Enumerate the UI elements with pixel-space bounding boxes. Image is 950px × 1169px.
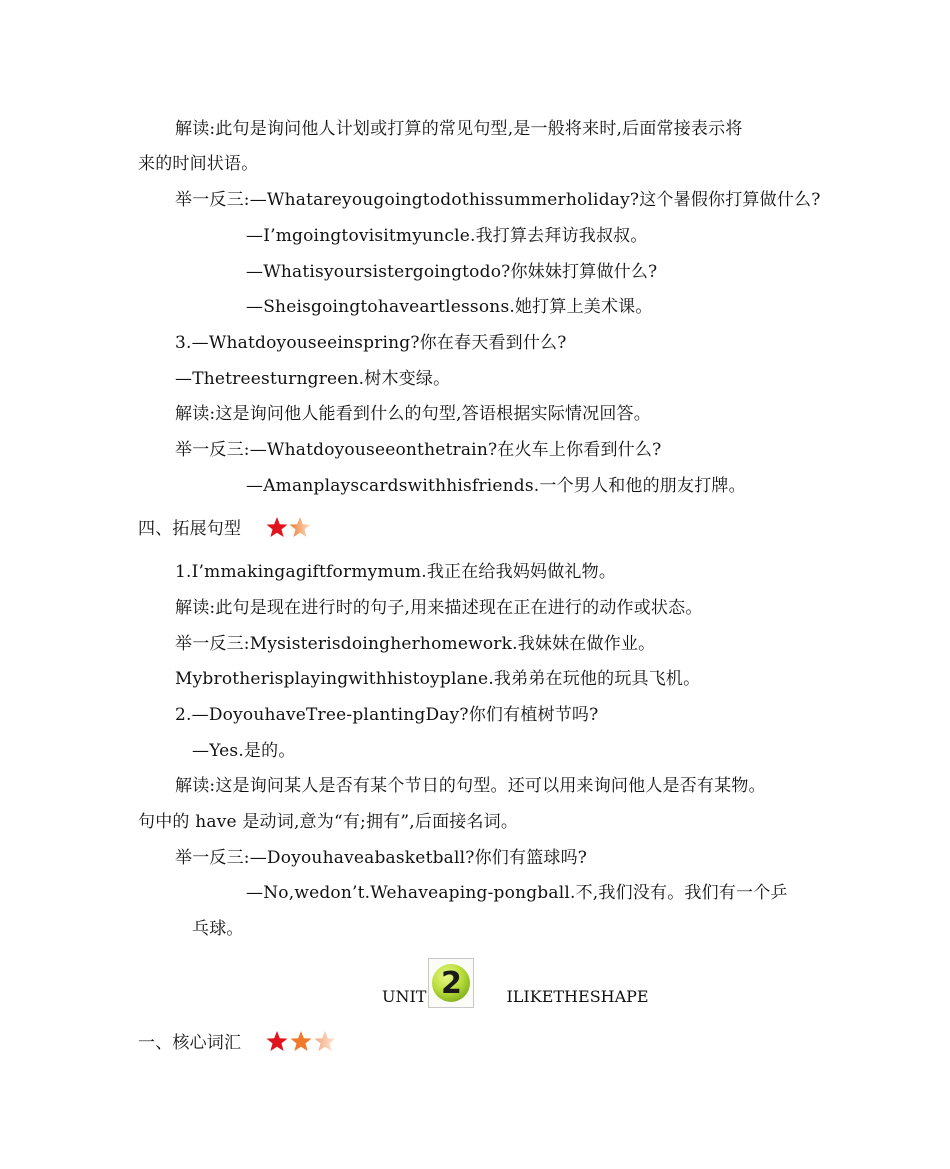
text-line: —Whatisyoursistergoingtodo?你妹妹打算做什么? bbox=[246, 262, 658, 282]
unit-name: ILIKETHESHAPE bbox=[506, 987, 649, 1006]
text-line: —Yes.是的。 bbox=[192, 741, 296, 761]
unit-number-badge-icon bbox=[428, 958, 474, 1008]
star-icon bbox=[267, 1031, 288, 1051]
section-heading-core-vocabulary: 一、核心词汇 bbox=[138, 1033, 242, 1053]
text-line: 2.—DoyouhaveTree-plantingDay?你们有植树节吗? bbox=[175, 705, 599, 725]
text-line: —Sheisgoingtohaveartlessons.她打算上美术课。 bbox=[246, 297, 653, 317]
text-line: 举一反三:—Whatdoyouseeonthetrain?在火车上你看到什么? bbox=[175, 440, 662, 460]
star-rating-icon bbox=[266, 516, 316, 540]
text-line: 1.I’mmakingagiftformymum.我正在给我妈妈做礼物。 bbox=[175, 562, 617, 582]
text-line: 举一反三:—Whatareyougoingtodothissummerholiday?这个暑假你打算做什么? bbox=[175, 190, 821, 210]
unit-number: 2 bbox=[432, 964, 470, 1002]
text-line: 举一反三:—Doyouhaveabasketball?你们有篮球吗? bbox=[175, 848, 588, 868]
text-line: Mybrotherisplayingwithhistoyplane.我弟弟在玩他的玩具飞机。 bbox=[175, 669, 701, 689]
text-line: —No,wedon’t.Wehaveaping-pongball.不,我们没有。我们有一个乒 bbox=[246, 883, 788, 903]
text-line: 举一反三:Mysisterisdoingherhomework.我妹妹在做作业。 bbox=[175, 634, 656, 654]
text-line: 解读:此句是现在进行时的句子,用来描述现在正在进行的动作或状态。 bbox=[175, 598, 703, 618]
star-icon bbox=[290, 517, 311, 537]
text-line: 乓球。 bbox=[192, 919, 244, 939]
star-icon bbox=[267, 517, 288, 537]
star-icon bbox=[291, 1031, 312, 1051]
text-line: 解读:这是询问他人能看到什么的句型,答语根据实际情况回答。 bbox=[175, 404, 651, 424]
section-heading-expand-sentences: 四、拓展句型 bbox=[138, 519, 242, 539]
text-line: —Thetreesturngreen.树木变绿。 bbox=[175, 369, 451, 389]
text-line: 解读:这是询问某人是否有某个节日的句型。还可以用来询问他人是否有某物。 bbox=[175, 776, 766, 796]
unit-title bbox=[382, 956, 649, 1008]
text-line: —I’mgoingtovisitmyuncle.我打算去拜访我叔叔。 bbox=[246, 226, 648, 246]
difficulty-stars bbox=[266, 516, 316, 540]
star-icon bbox=[315, 1031, 336, 1051]
difficulty-stars bbox=[266, 1030, 342, 1054]
star-rating-icon bbox=[266, 1030, 342, 1054]
unit-prefix: UNIT bbox=[382, 987, 427, 1006]
text-line: 句中的 have 是动词,意为“有;拥有”,后面接名词。 bbox=[138, 812, 519, 832]
text-line: 3.—Whatdoyouseeinspring?你在春天看到什么? bbox=[175, 333, 567, 353]
text-line: 来的时间状语。 bbox=[138, 154, 259, 174]
text-line: —Amanplayscardswithhisfriends.一个男人和他的朋友打牌。 bbox=[246, 476, 746, 496]
text-line: 解读:此句是询问他人计划或打算的常见句型,是一般将来时,后面常接表示将 bbox=[175, 119, 743, 139]
